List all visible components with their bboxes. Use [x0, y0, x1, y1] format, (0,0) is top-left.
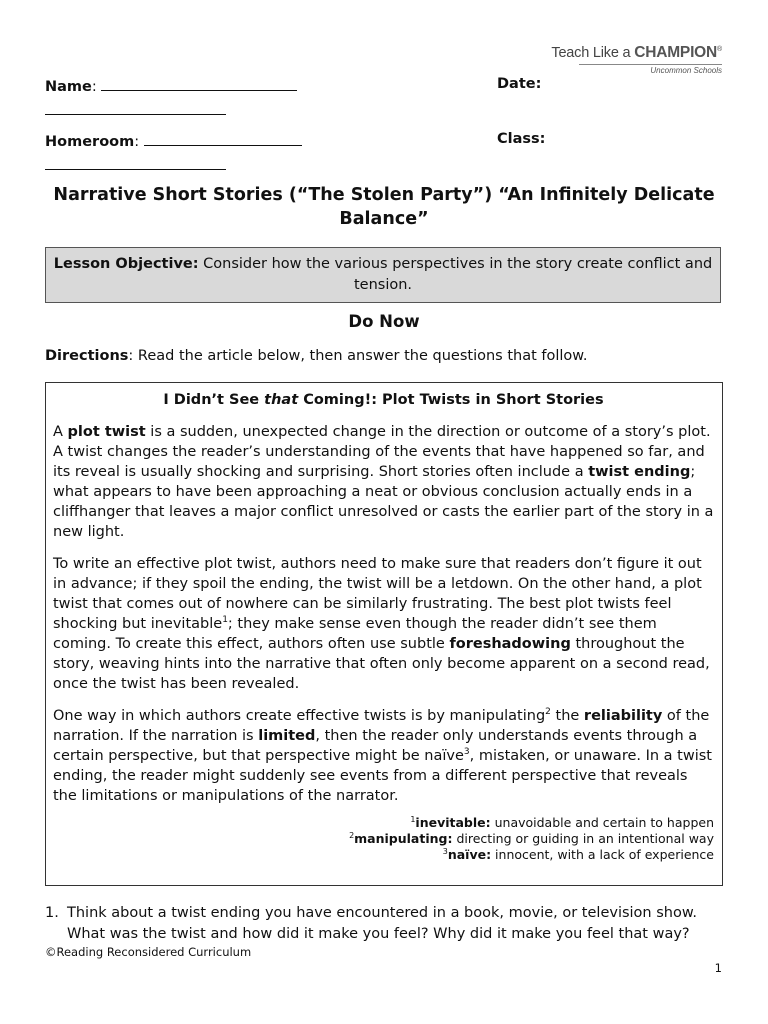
footnote-definition: directing or guiding in an intentional way: [452, 831, 714, 846]
directions: [45, 348, 587, 364]
text-run: , mistaken, or unaware. In a twist ending, the reader might suddenly see events from a different perspective that reveals the limitations or manipulations of the narrator.: [53, 748, 712, 804]
do-now-heading: Do Now: [348, 312, 420, 331]
homeroom-blank-continued[interactable]: [45, 155, 226, 170]
copyright: ©Reading Reconsidered Curriculum: [45, 945, 252, 959]
footnotes: [53, 815, 714, 863]
footnote-ref-1: 1: [222, 615, 228, 626]
name-blank[interactable]: [101, 76, 297, 91]
directions-text: : Read the article below, then answer the questions that follow.: [128, 348, 588, 364]
teach-like-a-champion-logo: [551, 44, 722, 75]
term-foreshadowing: foreshadowing: [449, 636, 571, 652]
article-title-emphasis: that: [264, 392, 299, 408]
footnote-number: 1: [410, 814, 416, 824]
term-plot-twist: plot twist: [67, 424, 146, 440]
name-label: Name: [45, 79, 92, 95]
article-title-part: Coming!: Plot Twists in Short Stories: [298, 392, 604, 408]
text-run: , then the reader only understands events through a certain perspective, but that perspective might be naïve: [53, 728, 698, 764]
footnote-term: naïve:: [447, 847, 492, 862]
footnote-ref-3: 3: [463, 747, 470, 758]
footnote-number: 2: [349, 830, 355, 840]
footnote-number: 3: [442, 846, 448, 856]
footnote-term: manipulating:: [354, 831, 453, 846]
article-title-part: I Didn’t See: [163, 392, 265, 408]
homeroom-blank[interactable]: [144, 131, 302, 146]
logo-title: [551, 44, 722, 62]
text-run: One way in which authors create effective twists is by manipulating: [53, 708, 546, 724]
term-limited: limited: [258, 728, 316, 744]
article-paragraph-3: [53, 706, 714, 806]
question-number: 1.: [45, 905, 59, 921]
footnote-3: [53, 847, 714, 863]
term-twist-ending: twist ending: [588, 464, 691, 480]
name-field: Name:: [45, 76, 297, 95]
question-1: [45, 903, 725, 945]
text-run: A: [53, 424, 68, 440]
article-paragraph-1: [53, 422, 714, 542]
text-run: is a sudden, unexpected change in the direction or outcome of a story’s plot. A twist changes the reader’s understanding of the events that have happened so far, and its reveal is usually shocking and surprising. Short stories often include a: [53, 424, 711, 480]
name-blank-continued[interactable]: [45, 100, 226, 115]
footnote-ref-2: 2: [545, 707, 551, 718]
text-run: of the narration. If the narration is: [53, 708, 710, 744]
text-run: To write an effective plot twist, authors need to make sure that readers don’t figure it out in advance; if they spoil the ending, the twist will be a letdown. On the other hand, a plot twist that comes out of nowhere can be similarly frustrating. The best plot twists feel shocking but inevitable: [53, 556, 702, 632]
logo-divider: [579, 64, 722, 65]
question-text: Think about a twist ending you have encountered in a book, movie, or television show. What was the twist and how did it make you feel? Why did it make you feel that way?: [67, 905, 697, 942]
page-title: Narrative Short Stories (“The Stolen Party”) “An Infinitely Delicate Balance”: [53, 185, 715, 229]
logo-subtitle: Uncommon Schools: [650, 66, 722, 75]
objective-label: Lesson Objective:: [53, 256, 199, 272]
objective-text: Consider how the various perspectives in the story create conflict and tension.: [198, 256, 713, 293]
logo-prefix: Teach Like a: [551, 45, 635, 61]
directions-label: Directions: [45, 348, 129, 364]
article-paragraph-2: [53, 554, 714, 694]
footnote-1: [53, 815, 714, 831]
page-number: 1: [714, 961, 722, 975]
footnote-definition: unavoidable and certain to happen: [490, 815, 714, 830]
homeroom-label: Homeroom: [45, 134, 135, 150]
article-box: [45, 382, 723, 886]
text-run: the: [550, 708, 584, 724]
class-label: Class:: [497, 131, 546, 147]
text-run: ; what appears to have been approaching a neat or obvious conclusion actually ends in a cliffhanger that leaves a major conflict unresolved or casts the earlier part of the story in a new light.: [53, 464, 714, 540]
date-label: Date:: [497, 76, 542, 92]
logo-brand: CHAMPION: [634, 44, 718, 61]
footnote-2: [53, 831, 714, 847]
footnote-definition: innocent, with a lack of experience: [491, 847, 714, 862]
text-run: ; they make sense even though the reader didn’t see them coming. To create this effect, authors often use subtle: [53, 616, 657, 652]
footnote-term: inevitable:: [415, 815, 491, 830]
text-run: throughout the story, weaving hints into the narrative that often only become apparent on a second read, once the twist has been revealed.: [53, 636, 710, 692]
article-title: [53, 390, 714, 410]
homeroom-field: Homeroom:: [45, 131, 302, 150]
logo-mark: ®: [717, 46, 722, 54]
lesson-objective-box: [45, 247, 721, 303]
term-reliability: reliability: [583, 708, 663, 724]
